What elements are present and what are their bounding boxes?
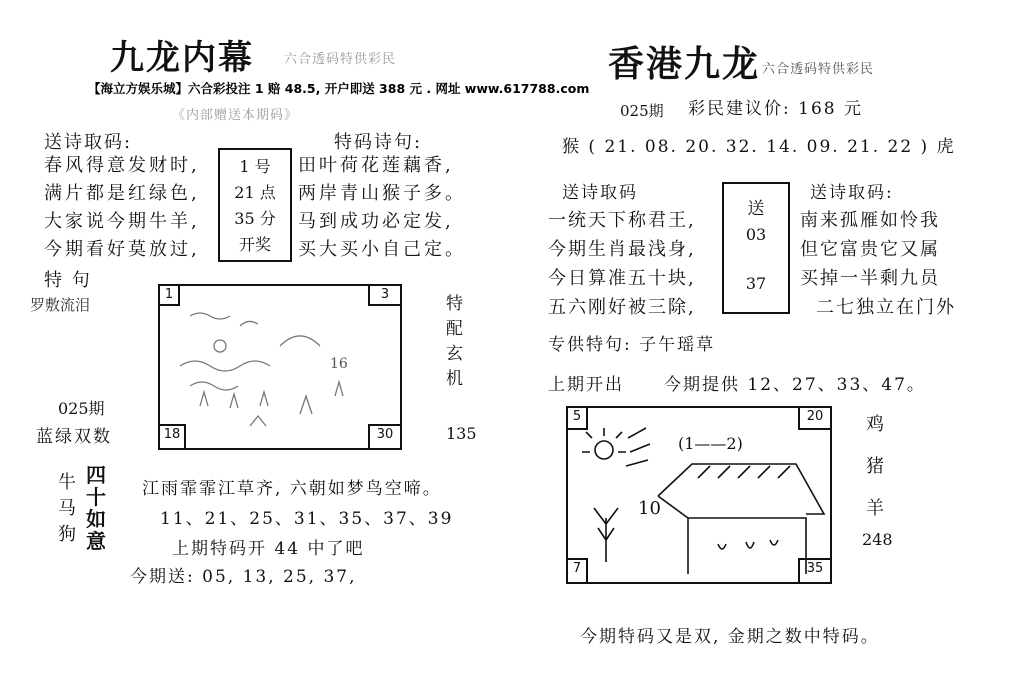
poem-line: 大家说今期牛羊, bbox=[44, 211, 200, 232]
color-hint: 蓝绿双数 bbox=[36, 427, 112, 447]
special-poem-line: 两岸青山猴子多。 bbox=[298, 183, 466, 204]
zodiac-item: 猪 bbox=[866, 456, 886, 477]
draw-time-box bbox=[218, 148, 292, 262]
left-issue: 025期 bbox=[58, 399, 105, 418]
right-subtitle: 六合透码特供彩民 bbox=[762, 62, 875, 77]
left-note: 《内部赠送本期码》 bbox=[172, 108, 299, 123]
send-poem-label-right-2: 送诗取码: bbox=[810, 183, 894, 203]
sketch-mark: 10 bbox=[638, 498, 661, 519]
poem-line: 买掉一半剩九员 bbox=[800, 268, 940, 289]
zodiac-item: 马 bbox=[58, 498, 76, 519]
provide-numbers: 今期提供 12、27、33、47。 bbox=[664, 375, 926, 395]
tepei-label bbox=[440, 294, 465, 394]
poem-line: 南来孤雁如怜我 bbox=[800, 210, 940, 231]
draw-box-line: 21 点 bbox=[234, 183, 276, 202]
tepei-value: 135 bbox=[446, 424, 477, 443]
special-poem bbox=[298, 152, 466, 264]
zodiac-value: 248 bbox=[862, 530, 893, 549]
tepei-char: 玄 bbox=[442, 344, 462, 369]
poem-line: 五六刚好被三除, bbox=[548, 297, 696, 318]
right-issue: 025期 bbox=[620, 102, 664, 120]
zodiac-col bbox=[58, 470, 76, 548]
sketch-corner: 30 bbox=[368, 424, 402, 450]
teju-value: 罗敷流泪 bbox=[30, 296, 91, 314]
send-box-label: 送 bbox=[747, 199, 765, 219]
four-ten-char: 意 bbox=[86, 529, 106, 553]
poem-line: 今期看好莫放过, bbox=[44, 239, 200, 260]
zodiac-item: 鸡 bbox=[866, 414, 886, 435]
special-sentence: 专供特句: 子午瑶草 bbox=[548, 335, 716, 355]
sketch-corner: 5 bbox=[566, 406, 588, 430]
special-poem-label: 特码诗句: bbox=[334, 132, 423, 153]
send-box-number: 03 bbox=[745, 225, 767, 244]
zodiac-item: 狗 bbox=[58, 524, 76, 545]
left-title: 九龙内幕 bbox=[110, 38, 254, 78]
send-box-number: 37 bbox=[745, 274, 767, 293]
poem-line: 二七独立在门外 bbox=[816, 297, 956, 318]
sketch-mark: 16 bbox=[330, 356, 348, 372]
teju-label: 特 句 bbox=[44, 270, 92, 291]
send-number-box bbox=[722, 182, 790, 314]
draw-box-line: 1 号 bbox=[239, 157, 271, 176]
zodiac-item: 羊 bbox=[866, 498, 886, 519]
send-poem-label: 送诗取码: bbox=[44, 132, 133, 153]
special-poem-line: 买大买小自己定。 bbox=[298, 239, 466, 260]
poem-line: 今日算准五十块, bbox=[548, 268, 696, 289]
today-send: 今期送: 05, 13, 25, 37, bbox=[130, 567, 357, 587]
sketch-corner: 1 bbox=[158, 284, 180, 306]
left-poem bbox=[44, 152, 200, 264]
sketch-mark: (1——2) bbox=[678, 434, 743, 453]
poem-line: 但它富贵它又属 bbox=[800, 239, 940, 260]
poem-line: 春风得意发财时, bbox=[44, 155, 200, 176]
last-result: 上期特码开 44 中了吧 bbox=[172, 539, 365, 559]
right-sketch bbox=[566, 406, 832, 584]
left-sketch-drawing bbox=[160, 286, 396, 444]
draw-box-line: 35 分 bbox=[234, 209, 276, 228]
tepei-char: 机 bbox=[442, 369, 462, 394]
sketch-corner: 35 bbox=[798, 558, 832, 584]
four-ten-char: 十 bbox=[86, 485, 106, 509]
poem-line: 一统天下称君王, bbox=[548, 210, 696, 231]
number-list: 11、21、25、31、35、37、39 bbox=[160, 509, 454, 529]
tepei-char: 特 bbox=[442, 294, 462, 319]
four-ten-char: 四 bbox=[86, 463, 106, 487]
send-poem-label-right: 送诗取码 bbox=[562, 183, 638, 203]
four-ten-ruyi bbox=[86, 464, 106, 552]
right-poem-left bbox=[548, 206, 696, 322]
poem-line: 满片都是红绿色, bbox=[44, 183, 200, 204]
zodiac-item: 牛 bbox=[58, 472, 76, 493]
sketch-corner: 3 bbox=[368, 284, 402, 306]
tepei-char: 配 bbox=[442, 319, 462, 344]
sketch-corner: 18 bbox=[158, 424, 186, 450]
monkey-line: 猴 ( 21. 08. 20. 32. 14. 09. 21. 22 ) 虎 bbox=[562, 137, 956, 157]
price: 彩民建议价: 168 元 bbox=[688, 99, 863, 119]
special-poem-line: 马到成功必定发, bbox=[298, 211, 454, 232]
left-subtitle: 六合透码特供彩民 bbox=[284, 52, 397, 67]
last-open: 上期开出 bbox=[548, 375, 624, 395]
draw-box-line: 开奖 bbox=[238, 235, 271, 254]
poem-line: 今期生肖最浅身, bbox=[548, 239, 696, 260]
verse: 江雨霏霏江草齐, 六朝如梦鸟空啼。 bbox=[142, 479, 442, 499]
ad-banner: 【海立方娱乐城】六合彩投注 1 赔 48.5, 开户即送 388 元 . 网址 www.617788.com bbox=[88, 81, 590, 96]
right-poem-right bbox=[800, 206, 956, 322]
sketch-corner: 7 bbox=[566, 558, 588, 584]
right-title: 香港九龙 bbox=[608, 43, 761, 85]
special-poem-line: 田叶荷花莲藕香, bbox=[298, 155, 454, 176]
right-zodiacs bbox=[866, 404, 886, 530]
sketch-corner: 20 bbox=[798, 406, 832, 430]
right-footer: 今期特码又是双, 金期之数中特码。 bbox=[580, 627, 880, 647]
four-ten-char: 如 bbox=[86, 507, 106, 531]
left-sketch bbox=[158, 284, 402, 450]
right-sketch-drawing bbox=[568, 408, 826, 578]
